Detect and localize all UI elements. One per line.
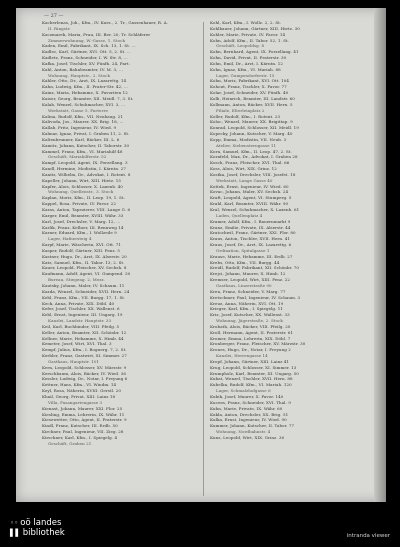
directory-entry: Kohlbauer, Johann, Gärtner, XIII. Hietz. 30 xyxy=(210,25,300,31)
directory-entry: Karas, Anton, Tapezierer, VIII. Lange G. 6 xyxy=(42,207,131,212)
directory-entry: Karpf, Marie, Wäscherin, XVI. Ott. 71 xyxy=(42,242,121,248)
directory-entry-continuation: Bureau, Stiegeng. 2, Mezz. xyxy=(48,277,106,283)
column-divider xyxy=(203,22,204,496)
directory-entry: Kubat, Wenzel, Tischler, XVII. Hern. 88 xyxy=(210,376,293,382)
directory-entry: Krug, Leopold, Schlosser, XI. Simmer. 13 xyxy=(210,364,297,370)
directory-entry-continuation: Ordination, Spitalgasse 1 xyxy=(216,247,270,253)
directory-entry-continuation: Kanzlei, Landstr. Hauptstr. 33 xyxy=(48,318,112,324)
logo-bars-icon: ▌▌ xyxy=(10,529,21,537)
directory-entry-continuation: II. Ringstr. xyxy=(48,25,71,31)
logo-text-bottom: bibliothek xyxy=(22,528,65,538)
directory-entry: Kanitz, Wilhelm, Dr., Advokat, I. Rotent. 8 xyxy=(42,171,131,177)
directory-entry: Kindl, Franz, Kutscher, III. Erdb. 50 xyxy=(42,423,118,429)
directory-entry: Kaiser, Georg, Beamter, XII. Meidl. 7, 3. St. xyxy=(42,95,134,101)
directory-entry: Kaden, Emil, Fabrikant, IX. Sch. 13, 1. St. ... xyxy=(42,43,136,49)
directory-entry: Kalmar, Ignaz, Privat, I. Graben 11, 2. St. xyxy=(42,131,130,137)
directory-entry: Kaczmarek, Maria, Frau, III. Ber. 20, Tr. Schläferer xyxy=(42,31,151,37)
directory-entry: Kasper, Rudolf, Gärtner, XIII. Penz. 5 xyxy=(42,247,120,253)
directory-entry: Krahl, Karl, Beamter, XVIII. Währ. 90 xyxy=(210,201,289,207)
directory-entry: Keck, Anna, Private, XIX. Döbl. 40 xyxy=(42,300,115,306)
directory-entry: Kadlec, Karl, Gärtner, XVI. Ott. 5, 2. St. ... xyxy=(42,49,131,55)
directory-entry: Kirchner, Paul, Ingenieur, VII. Zieg. 28 xyxy=(42,429,124,435)
directory-entry: Kammel, Franz, Kfm., VI. Mariahilf 48 xyxy=(42,148,123,154)
right-column xyxy=(210,20,372,498)
directory-entry-continuation: Geschäft, Leopoldsg. 8 xyxy=(216,43,265,49)
directory-entry: Kainz, Maria, Hebamme, X. Favoriten 12 xyxy=(42,90,128,96)
directory-entry-continuation: Wohnung, Quellenstr., 3. Stock xyxy=(48,189,114,195)
directory-entry: Kandl, Hermine, Modistin, I. Kärntn. 27 xyxy=(42,166,126,172)
directory-entry: Kehl, Ernst, Ingenieur, III. Ungarg. 19 xyxy=(42,312,123,318)
left-column xyxy=(42,20,204,498)
directory-entry: Kreidl, Rudolf, Fabrikant, XII. Schönbr. 70 xyxy=(210,265,300,271)
directory-entry: Kohn, Adolf, Kfm., II. Tabor. 52, 1. St. xyxy=(210,37,290,43)
directory-entry: Kucera, Franz, Schneider, XVI. Thal. 9 xyxy=(210,399,291,405)
directory-entry: Kallab, Fritz, Ingenieur, IV. Wied. 9 xyxy=(42,125,117,131)
directory-entry: Kaufmann, Adolf, Agent, VI. Gumpend. 30 xyxy=(42,271,131,277)
directory-entry: Kramer, Adolf, Kfm., I. Bauernmarkt 9 xyxy=(210,218,291,224)
page-header: — 27 — xyxy=(44,13,64,19)
directory-entry: Kerbler, Franz, Gastwirt, XI. Simmer. 27 xyxy=(42,353,127,359)
directory-entry: Karger, Emil, Beamter, XVIII. Währ. 33 xyxy=(42,212,124,218)
directory-entry: Kremser, Leopold, Wirt, XIII. Penz. 22 xyxy=(210,277,291,283)
directory-entry: Kunz, Leopold, Wirt, XIX. Grinz. 30 xyxy=(210,434,285,440)
directory-entry: Kettner, Hans, Kfm., VI. Windm. 14 xyxy=(42,382,117,388)
scanned-page xyxy=(16,8,386,502)
directory-entry-continuation: Laden, Quellenplatz 4 xyxy=(216,212,263,218)
directory-entry: Kampf, Leopold, Agent, IX. Porzellang. 3 xyxy=(42,160,128,166)
directory-entry: Kriz, Josef, Kutscher, XX. Wallenst. 33 xyxy=(210,312,290,318)
directory-entry: Kollmann, Anton, Bäcker, XVII. Hern. 5 xyxy=(210,101,293,107)
directory-entry: Kauer, Leopold, Fleischer, XV. Sechsh. 8 xyxy=(42,265,127,271)
directory-entry-continuation: Villa, Fasangartengasse 3 xyxy=(48,399,103,405)
directory-entry: Kessler, Ludwig, Dr., Notar, I. Freyung 6 xyxy=(42,376,128,382)
directory-entry-continuation: Werkstatt, Lange Gasse 40 xyxy=(216,177,273,183)
directory-entry-continuation: Zimmerwohnung, W.-Gasse, 1. Stock xyxy=(48,37,125,43)
directory-entry: Kraus, Anton, Tischler, XVII. Hern. 41 xyxy=(210,236,290,242)
directory-entry: Kiesling, Emma, Lehrerin, IX. Währ. 11 xyxy=(42,411,125,417)
directory-entry: Koss, Alois, Wirt, XIX. Grinz. 12 xyxy=(210,166,277,172)
directory-entry: Keller, Anton, Beamter, XII. Schönbr. 12 xyxy=(42,329,127,335)
directory-entry: Kreuz, Anna, Näherin, XVI. Ott. 19 xyxy=(210,300,284,306)
directory-entry: Kosch, Franz, Fleischer, XVI. Thal. 66 xyxy=(210,160,290,166)
directory-entry-continuation: Atelier, Siebensterngasse 11 xyxy=(216,142,277,148)
directory-entry: Kottek, Ernst, Ingenieur, IV. Wied. 60 xyxy=(210,183,289,189)
directory-entry-continuation: Wohnung, Hauptstr., 2. Stock xyxy=(48,72,110,78)
directory-entry: Kapeller, Johann, Wirt, XIII. Hietz. 15 xyxy=(42,177,122,183)
directory-entry: Kulka, Ernst, Ingenieur, IV. Wied. 90 xyxy=(210,417,287,423)
directory-entry-continuation: Gasthaus, Linzerstraße 90 xyxy=(216,282,272,288)
directory-entry: Kienast, Johann, Maurer, XXI. Flor. 25 xyxy=(42,405,123,411)
directory-entry: Kraus, Josef, Dr., Arzt, IX. Lazarettg. 6 xyxy=(210,242,292,248)
logo-line1 xyxy=(10,518,70,528)
logo-text-top: oö landes xyxy=(20,518,62,528)
directory-entry: Kroll, Hermann, Agent, II. Praterstr. 61 xyxy=(210,329,294,335)
directory-entry: Kranz, Emilie, Private, IX. Alserstr. 44 xyxy=(210,224,291,230)
directory-entry: Kappel, Rosa, Private, IV. Favor. 22 xyxy=(42,201,116,207)
directory-entry: Kretschmer, Paul, Ingenieur, IV. Schaum. 3 xyxy=(210,294,301,300)
directory-entry: Krobath, Alois, Bäcker, VIII. Pfeilg. 20 xyxy=(210,323,291,329)
directory-entry: Kastner, Hugo, Dr., Arzt, IX. Alserstr. 20 xyxy=(42,253,127,259)
directory-entry: Kronberger, Franz, Fleischer, XV. Märzstr. 30 xyxy=(210,341,306,347)
directory-entry: Kohn, Emil, Dr., Arzt, I. Kärntn. 12 xyxy=(210,60,284,66)
directory-entry: Kren, Franz, Schneider, V. Marg. 77 xyxy=(210,288,286,294)
directory-entry: Kropf, Johann, Gärtner, XIII. Lainz 41 xyxy=(210,358,290,364)
directory-entry: Koloc, Wenzel, Maurer, XX. Brigittap. 9 xyxy=(210,119,293,125)
directory-entry: Kacherlenas, Joh., Kfm., IV. Kurz., 2. Tr., Gassenhauer, R. A. xyxy=(42,20,169,25)
directory-entry: Karl, Josef, Drechsler, V. Marg. 12, ... xyxy=(42,218,121,224)
directory-entry: Kahl, Anton, Bahnbeamter, IV. M. 3, ... xyxy=(42,66,123,72)
directory-entry-continuation: Lager, Gumpendorferstr. 15 xyxy=(216,72,275,78)
directory-entry: Kral, Wenzel, Schuhmacher, X. Laxenb. 61 xyxy=(210,207,300,212)
directory-entry: Karlik, Franz, Kellner, III. Rennweg 14 xyxy=(42,224,124,230)
directory-entry: Kuhn, Marie, Private, IX. Währ. 60 xyxy=(210,405,283,411)
directory-entry: Kubik, Josef, Maurer, X. Favor. 140 xyxy=(210,394,284,399)
directory-entry: Katz, Samuel, Kfm., II. Tabor. 13, 2. St. xyxy=(42,259,125,265)
directory-entry: Kern, Leopold, Schlosser, XV. Märzstr. 9 xyxy=(42,364,127,370)
directory-entry: Kautsky, Johann, Maler, IV. Schaum. 11 xyxy=(42,282,125,288)
directory-entry: Kraft, Leopold, Agent, VI. Stumperg. 5 xyxy=(210,195,292,201)
directory-entry: Kopp, Emma, Modistin, VII. Neub. 3 xyxy=(210,136,287,142)
directory-entry-continuation: Kanzlei, Herrengasse 14 xyxy=(216,353,268,359)
directory-entry: Kempf, Julius, Kfm., I. Bognerg. 7, 2. St. xyxy=(42,347,127,353)
directory-entry: Kolar, Josef, Schneider, XV. Fünfh. 40 xyxy=(210,90,289,96)
library-logo[interactable] xyxy=(10,518,70,542)
directory-entry: Kalab, Wenzel, Schuhmacher, XVI. 3, ... xyxy=(42,101,126,107)
page-edge xyxy=(374,8,386,502)
logo-line2 xyxy=(10,528,70,538)
viewer-label[interactable]: intranda viewer xyxy=(346,533,390,539)
directory-entry: Kamitz, Johann, Kutscher, II. Taborstr. 30 xyxy=(42,142,130,148)
page-columns xyxy=(42,20,372,498)
directory-entry: Kromer, Emma, Lehrerin, XIX. Döbl. 7 xyxy=(210,335,291,341)
directory-entry: Kohn, David, Privat, II. Praterstr. 30 xyxy=(210,55,287,61)
directory-entry: Kohler, Marie, Private, IV. Favor. 14 xyxy=(210,31,286,37)
directory-entry: Kebl, Franz, Kfm., VII. Burgg. 17, 1. St. xyxy=(42,294,126,300)
directory-entry: Kukla, Anton, Drechsler, XX. Brig. 51 xyxy=(210,411,289,417)
directory-entry-continuation: Werkstatt, Gasse 5, Parterre xyxy=(48,107,108,113)
directory-entry: Kohn, Ignaz, Kfm., VI. Mariah. 88 xyxy=(210,66,281,72)
directory-entry: Khail, Georg, Privat, XIII. Lainz 18 xyxy=(42,394,116,399)
directory-entry: Kirschner, Karl, Kfm., I. Spiegelg. 4 xyxy=(42,434,118,440)
directory-entry: Kummer, Johann, Kutscher, II. Tabor. 77 xyxy=(210,423,295,429)
directory-entry: Kohout, Franz, Tischler, X. Favor. 77 xyxy=(210,84,287,90)
directory-entry: Kopecky, Johann, Kutscher, V. Marg. 40 xyxy=(210,131,293,137)
directory-entry: Kovac, Johann, Maler, XV. Sechsh. 24 xyxy=(210,189,289,195)
directory-entry: Kohl, Karl, Kfm., I. Wollz. 2, 2. St. xyxy=(210,20,282,25)
directory-entry-continuation: Gasthaus, Hauptstr. 101 xyxy=(48,358,100,364)
directory-entry: Kohn, Bernhard, Agent, IX. Porzellang. 41 xyxy=(210,49,299,55)
directory-entry: Kohn, Moriz, Fabrikant, XVI. Ott. 104 xyxy=(210,78,289,84)
directory-entry: Kazda, Wenzel, Schneider, XVII. Hern. 24 xyxy=(42,288,130,294)
directory-entry: Kubelka, Rudolf, Kfm., VI. Mariah. 120 xyxy=(210,382,292,388)
directory-entry-continuation: Geschäft, Graben 21 xyxy=(48,440,92,446)
directory-entry: Kahler, Otto, Dr., Arzt, IX. Lazarettg. 14 xyxy=(42,78,127,84)
directory-entry: Keil, Karl, Buchbinder, VIII. Pfeilg. 5 xyxy=(42,323,120,329)
logo-mark-icon: ◦◦ xyxy=(10,519,19,527)
directory-entry: Korn, Samuel, Kfm., II. Leop. 47, 2. St. xyxy=(210,148,292,154)
directory-entry: Kadletz, Franz, Schneider, I. W. Str. 8, ... xyxy=(42,55,128,61)
directory-entry: Kaplan, Moriz, Kfm., II. Leop. 19, 1. St. xyxy=(42,195,125,201)
directory-entry: Kratochwil, Franz, Gärtner, XXI. Flor. 80 xyxy=(210,230,296,236)
directory-entry: Kalivoda, Jos., Maurer, XX. Brig. 18, ... xyxy=(42,119,124,125)
directory-entry-continuation: Lager, Schmalzhofgasse 6 xyxy=(216,388,271,394)
directory-entry: Kahn, Ludwig, Kfm., II. Prater-Str. 42, ... xyxy=(42,84,128,90)
directory-entry: Krumpholz, Karl, Beamter, III. Ungarg. 50 xyxy=(210,370,299,376)
directory-entry: Krause, Marie, Hebamme, III. Erdb. 27 xyxy=(210,253,293,259)
directory-entry: Karner, Eduard, Kfm., I. Wollzeile 9 xyxy=(42,230,117,236)
directory-entry: Krejci, Johann, Maurer, X. Himb. 12 xyxy=(210,271,286,277)
directory-entry-continuation: Lager, Hafnersteig 4 xyxy=(48,236,92,242)
directory-entry: Krones, Hugo, Dr., Notar, I. Freyung 2 xyxy=(210,347,291,353)
directory-entry: Kostka, Josef, Drechsler, VIII. Josefst. 18 xyxy=(210,171,296,177)
directory-entry: Kafka, Josef, Tischler, XV. Fünfh. 24, Part. xyxy=(42,60,130,66)
directory-entry-continuation: Wohnung, Jägerstraße, 2. Stock xyxy=(216,318,283,324)
directory-entry: Kapfer, Alois, Schlosser, X. Laxenb. 40 xyxy=(42,183,123,189)
directory-entry: Kaltenbrunner, Karl, Bäcker, III. L. 6 xyxy=(42,136,120,142)
directory-entry: Kemeter, Josef, Wirt, XVI. Thal. 3 xyxy=(42,341,112,347)
directory-entry: Kalina, Rudolf, Kfm., VII. Neubaug. 21 xyxy=(42,113,124,119)
directory-entry: Keyl, Rosa, Näherin, XVIII. Gerstl. 20 xyxy=(42,388,121,394)
directory-entry: Kornfeld, Max, Dr., Advokat, I. Graben 28 xyxy=(210,154,298,160)
directory-entry: Kefer, Josef, Tischler, XX. Wallenst. 6 xyxy=(42,306,120,312)
directory-entry: Krebs, Otto, Kfm., VII. Burgg. 44 xyxy=(210,259,280,265)
directory-entry-continuation: Filiale, Elterleinplatz 2 xyxy=(216,107,265,113)
directory-entry-continuation: Geschäft, Mariahilferstr. 52 xyxy=(48,154,107,160)
directory-entry: Koller, Rudolf, Kfm., I. Rotent. 23 xyxy=(210,113,281,119)
directory-entry-continuation: Wohnung, Nordbahnstr. 4 xyxy=(216,429,271,435)
directory-entry: Konrad, Leopold, Schlosser, XII. Meidl. 19 xyxy=(210,125,299,131)
directory-entry: Krieger, Karl, Kfm., I. Spiegelg. 11 xyxy=(210,306,284,312)
directory-entry: Kerschbaum, Alois, Bäcker, IV. Wied. 36 xyxy=(42,370,127,376)
directory-entry: Kolb, Heinrich, Beamter, III. Landstr. 60 xyxy=(210,95,295,101)
directory-entry: Kellner, Marie, Hebamme, X. Himb. 44 xyxy=(42,335,124,341)
directory-entry: Kiesewetter, Otto, Agent, II. Praterstr. 9 xyxy=(42,417,127,423)
